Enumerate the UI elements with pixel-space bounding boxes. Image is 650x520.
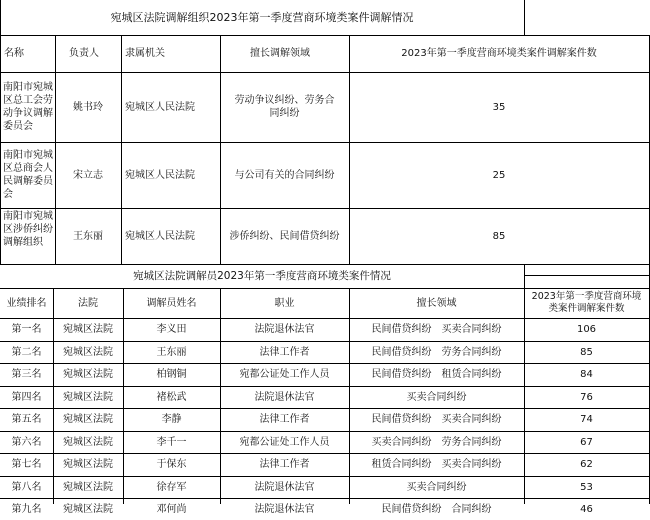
table1-title: 宛城区法院调解组织2023年第一季度营商环境类案件调解情况: [110, 11, 414, 24]
t2-row5-name: 李静: [161, 414, 182, 425]
t2-row9-job: 法院退休法官: [254, 503, 315, 515]
t2-row5-court: 宛城区法院: [63, 414, 113, 425]
t2-row2-rank: 第二名: [11, 346, 42, 358]
t2-row1-name: 李义田: [156, 324, 187, 335]
t2-row5-field: 民间借贷纠纷 买卖合同纠纷: [371, 414, 502, 425]
t2-row9-court: 宛城区法院: [63, 503, 113, 515]
t1-row3-agency: 宛城区人民法院: [125, 230, 195, 242]
t2-row9-count: 46: [580, 503, 593, 515]
t2-row8-field: 买卖合同纠纷: [406, 481, 467, 493]
t2-row9-rank: 第九名: [11, 503, 42, 515]
t1-row2-field: 与公司有关的合同纠纷: [234, 169, 335, 181]
t2-row8-rank: 第八名: [11, 481, 42, 493]
t2-row2-name: 王东丽: [156, 346, 187, 358]
t2-row6-court: 宛城区法院: [63, 436, 113, 448]
t2-row4-court: 宛城区法院: [63, 391, 113, 403]
t2-header-field: 擅长领域: [416, 297, 457, 309]
t2-header-count: 2023年第一季度营商环境类案件调解案件数: [531, 291, 642, 314]
t2-row8-court: 宛城区法院: [63, 481, 113, 493]
t2-header-court: 法院: [78, 297, 98, 309]
t2-row1-court: 宛城区法院: [63, 324, 113, 335]
t2-row4-field: 买卖合同纠纷: [406, 391, 467, 403]
t1-header-agency: 隶属机关: [125, 48, 165, 59]
t1-header-count: 2023年第一季度营商环境类案件调解案件数: [401, 48, 597, 59]
t2-row7-field: 租赁合同纠纷 买卖合同纠纷: [371, 459, 502, 470]
t2-row6-field: 买卖合同纠纷 劳务合同纠纷: [371, 436, 502, 448]
t1-row2-name: 南阳市宛城区总商会人民调解委员会: [3, 150, 53, 200]
t1-row1-name: 南阳市宛城区总工会劳动争议调解委员会: [3, 82, 53, 132]
t1-row1-count: 35: [492, 101, 506, 113]
t2-row3-rank: 第三名: [11, 369, 42, 380]
t2-row8-job: 法院退休法官: [254, 481, 315, 493]
t2-row8-name: 徐存军: [156, 481, 187, 493]
t2-row9-name: 邓何尚: [156, 503, 187, 515]
t2-header-mediator: 调解员姓名: [146, 297, 197, 309]
t2-row2-court: 宛城区法院: [63, 346, 113, 358]
t2-row7-name: 于保东: [156, 459, 187, 470]
t2-row6-rank: 第六名: [11, 436, 42, 448]
t2-row4-rank: 第四名: [11, 391, 42, 403]
t2-row2-field: 民间借贷纠纷 劳务合同纠纷: [371, 346, 502, 358]
t2-row3-court: 宛城区法院: [63, 369, 113, 380]
t2-row3-name: 柏钢铜: [156, 369, 187, 380]
t2-row6-name: 李千一: [156, 436, 187, 448]
t2-row1-field: 民间借贷纠纷 买卖合同纠纷: [371, 324, 502, 335]
t1-row1-agency: 宛城区人民法院: [125, 101, 195, 113]
t2-header-rank: 业绩排名: [6, 297, 47, 309]
t1-row2-leader: 宋立志: [73, 169, 103, 181]
t1-row1-leader: 姚书玲: [73, 101, 103, 113]
t2-row7-count: 62: [580, 459, 593, 470]
t2-row5-rank: 第五名: [11, 414, 42, 425]
t1-row2-count: 25: [492, 169, 506, 181]
t2-row8-count: 53: [580, 481, 593, 493]
t2-row7-court: 宛城区法院: [63, 459, 113, 470]
t1-row3-field: 涉侨纠纷、民间借贷纠纷: [229, 230, 340, 242]
t2-row1-job: 法院退休法官: [254, 324, 315, 335]
t1-header-field: 擅长调解领域: [250, 48, 310, 59]
t2-row5-job: 法律工作者: [259, 414, 310, 425]
t2-row4-name: 褚松武: [156, 391, 187, 403]
t1-row1-field: 劳动争议纠纷、劳务合同纠纷: [234, 95, 335, 119]
t2-row7-job: 法律工作者: [259, 459, 310, 470]
t2-row4-job: 法院退休法官: [254, 391, 315, 403]
table2-title: 宛城区法院调解员2023年第一季度营商环境类案件情况: [133, 269, 391, 282]
t1-header-name: 名称: [4, 48, 24, 59]
t2-row3-field: 民间借贷纠纷 租赁合同纠纷: [371, 369, 502, 380]
t2-row1-count: 106: [576, 324, 597, 335]
t2-row2-count: 85: [580, 346, 593, 358]
t1-row3-name: 南阳市宛城区涉侨纠纷调解组织: [3, 211, 53, 248]
t1-row2-agency: 宛城区人民法院: [125, 169, 195, 181]
t1-row3-leader: 王东丽: [73, 230, 103, 242]
t2-row5-count: 74: [580, 414, 593, 425]
t2-row3-count: 84: [580, 369, 593, 380]
t2-row3-job: 宛都公证处工作人员: [239, 369, 330, 380]
t2-header-job: 职业: [274, 297, 295, 309]
t1-row3-count: 85: [492, 230, 506, 242]
t2-row6-count: 67: [580, 436, 593, 448]
t2-row2-job: 法律工作者: [259, 346, 310, 358]
t2-row9-field: 民间借贷纠纷 合同纠纷: [381, 503, 492, 515]
t1-header-leader: 负责人: [69, 48, 99, 59]
t2-row7-rank: 第七名: [11, 459, 42, 470]
t2-row6-job: 宛都公证处工作人员: [239, 436, 330, 448]
t2-row4-count: 76: [580, 391, 593, 403]
t2-row1-rank: 第一名: [11, 324, 42, 335]
